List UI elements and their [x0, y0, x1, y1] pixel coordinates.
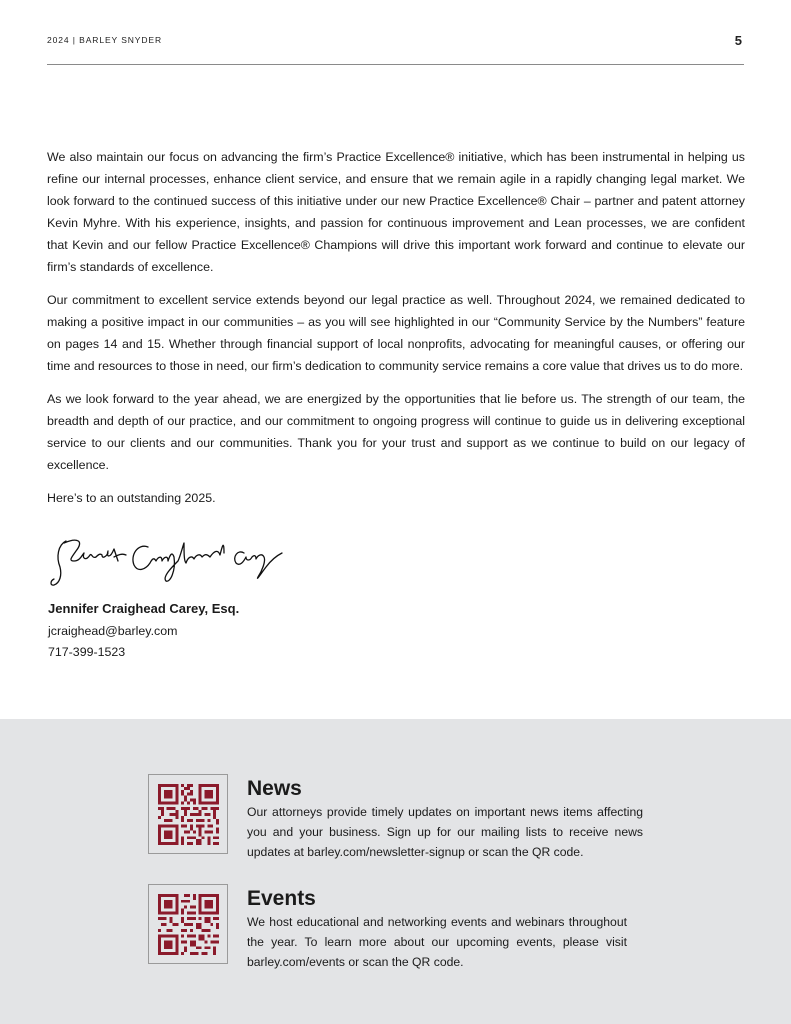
news-description: Our attorneys provide timely updates on important news items affecting you and your business. Sign up for our mailing lists to receive news updates at barley.com/newsletter-signup or scan the QR code.	[247, 805, 643, 859]
signer-email[interactable]: jcraighead@barley.com	[48, 624, 178, 638]
news-qr-code[interactable]	[148, 774, 228, 854]
signer-name: Jennifer Craighead Carey, Esq.	[48, 601, 240, 616]
events-qr-code[interactable]	[148, 884, 228, 964]
footer-panel	[0, 719, 791, 1024]
qr-code-icon	[158, 784, 219, 845]
page-header	[47, 34, 744, 65]
paragraph: Here’s to an outstanding 2025.	[47, 491, 216, 505]
qr-code-icon	[158, 894, 219, 955]
events-title: Events	[247, 887, 316, 910]
paragraph: We also maintain our focus on advancing the firm’s Practice Excellence® initiative, which has been instrumental in helping us refine our internal processes, enhance client service, and ensure that we remain agile in a rapidly changing legal market. We look forward to the continued success of this initiative under our new Practice Excellence® Chair – partner and patent attorney Kevin Myhre. With his experience, insights, and passion for continuous improvement and Lean processes, we are confident that Kevin and our fellow Practice Excellence® Champions will drive this important work forward and continue to elevate our firm’s standards of excellence.	[47, 150, 745, 274]
page-number: 5	[734, 33, 742, 48]
paragraph: As we look forward to the year ahead, we are energized by the opportunities that lie before us. The strength of our team, the breadth and depth of our practice, and our commitment to ongoing progress will continue to guide us in delivering exceptional service to our clients and our communities. Thank you for your trust and support as we continue to build on our legacy of excellence.	[47, 392, 745, 472]
handwritten-signature	[44, 527, 284, 595]
news-title: News	[247, 777, 302, 800]
header-label: 2024 | BARLEY SNYDER	[47, 35, 163, 45]
paragraph: Our commitment to excellent service extends beyond our legal practice as well. Throughout 2024, we remained dedicated to making a positive impact in our communities – as you will see highlighted in our “Community Service by the Numbers” feature on pages 14 and 15. Whether through financial support of local nonprofits, advocating for meaningful causes, or offering our time and resources to those in need, our firm’s dedication to community service remains a core value that drives us to do more.	[47, 293, 745, 373]
letter-body	[47, 146, 745, 520]
signer-phone: 717-399-1523	[48, 645, 126, 659]
events-description: We host educational and networking events and webinars throughout the year. To learn more about our upcoming events, please visit barley.com/events or scan the QR code.	[247, 915, 627, 969]
